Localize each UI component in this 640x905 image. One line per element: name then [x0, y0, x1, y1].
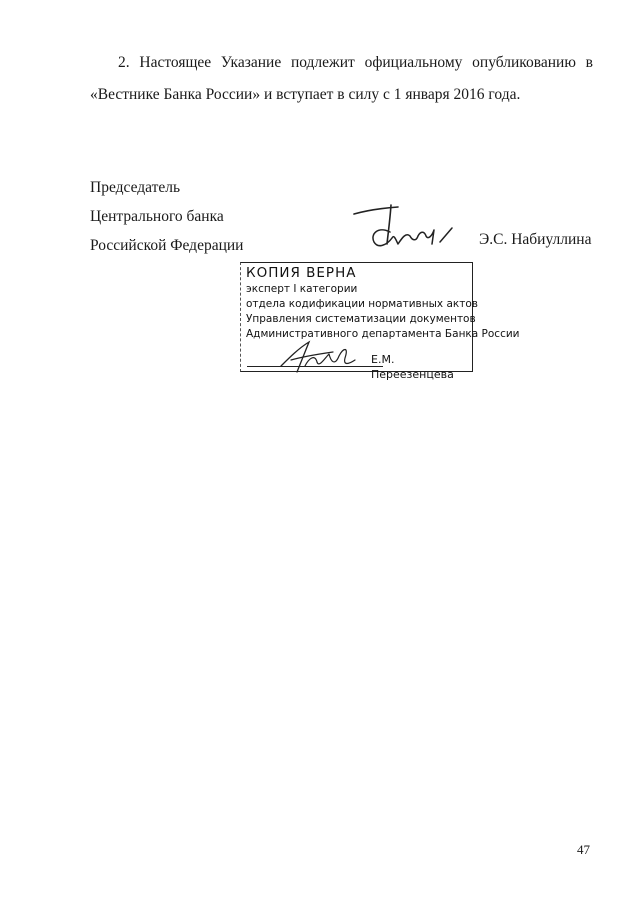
handwritten-signature [340, 200, 470, 260]
signatory-title-line: Центрального банка [90, 208, 224, 225]
body-paragraph [90, 47, 593, 111]
signer-name: Э.С. Набиуллина [479, 231, 592, 248]
stamp-name: Е.М. Переезенцева [371, 353, 454, 381]
paragraph-line-2: «Вестнике Банка России» и вступает в силу с 1 января 2016 года. [90, 86, 521, 103]
stamp-line: отдела кодификации нормативных актов [246, 298, 478, 310]
stamp-signature [275, 336, 365, 381]
stamp-line: Административного департамента Банка России [246, 328, 520, 340]
stamp-title: КОПИЯ ВЕРНА [246, 265, 357, 281]
signatory-title [90, 173, 243, 260]
paragraph-line-1: 2. Настоящее Указание подлежит официальному опубликованию в [118, 54, 593, 71]
stamp-line: Управления систематизации документов [246, 313, 476, 325]
page-number: 47 [577, 842, 590, 857]
stamp-line: эксперт I категории [246, 283, 358, 295]
signatory-title-line: Российской Федерации [90, 237, 244, 254]
signatory-title-line: Председатель [90, 179, 181, 196]
